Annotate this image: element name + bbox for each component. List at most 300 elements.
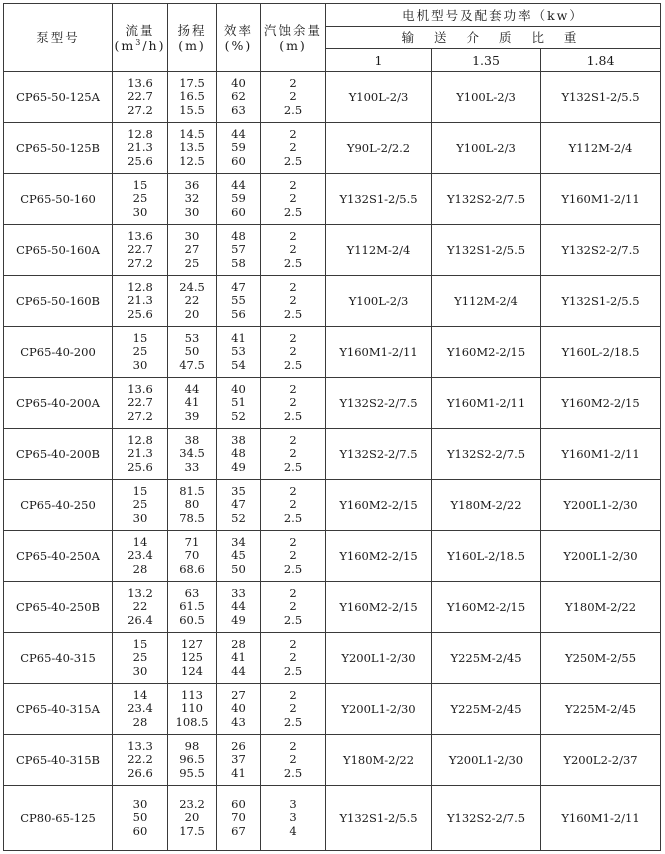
motor-sg1-cell: Y132S1-2/5.5 bbox=[326, 174, 432, 225]
head-cell-value: 24.5 bbox=[179, 280, 205, 295]
motor-sg135-cell: Y160M1-2/11 bbox=[432, 378, 541, 429]
flow-cell-value: 22 bbox=[132, 599, 148, 614]
npsh-cell bbox=[261, 684, 326, 735]
head-cell bbox=[168, 327, 217, 378]
head-cell bbox=[168, 633, 217, 684]
head-cell-value: 20 bbox=[184, 306, 200, 321]
efficiency-cell-value: 63 bbox=[231, 102, 246, 117]
flow-cell bbox=[113, 480, 168, 531]
flow-cell-value: 13.6 bbox=[127, 229, 153, 244]
motor-sg184-cell: Y160L-2/18.5 bbox=[541, 327, 661, 378]
flow-cell-value: 21.3 bbox=[127, 140, 153, 155]
motor-sg184-cell: Y200L1-2/30 bbox=[541, 531, 661, 582]
head-cell-value: 32 bbox=[184, 191, 200, 206]
header-efficiency-unit: (%) bbox=[224, 37, 253, 53]
head-cell-value: 17.5 bbox=[179, 76, 205, 91]
motor-sg135-cell: Y100L-2/3 bbox=[432, 123, 541, 174]
efficiency-cell-value: 56 bbox=[231, 306, 246, 321]
efficiency-cell-value: 40 bbox=[231, 382, 246, 397]
head-cell-value: 17.5 bbox=[179, 823, 205, 838]
flow-cell-value: 25.6 bbox=[127, 306, 153, 321]
flow-cell-value: 30 bbox=[132, 357, 148, 372]
head-cell bbox=[168, 276, 217, 327]
flow-cell bbox=[113, 735, 168, 786]
head-cell-value: 12.5 bbox=[179, 153, 205, 168]
motor-sg184-cell: Y200L2-2/37 bbox=[541, 735, 661, 786]
table-row bbox=[4, 480, 661, 531]
flow-cell-value: 25 bbox=[132, 344, 148, 359]
motor-sg135-cell: Y225M-2/45 bbox=[432, 633, 541, 684]
npsh-cell-value: 2 bbox=[289, 599, 297, 614]
efficiency-cell-value: 62 bbox=[231, 89, 246, 104]
motor-sg135-cell: Y160M2-2/15 bbox=[432, 582, 541, 633]
pump-model-cell: CP65-40-200B bbox=[4, 429, 113, 480]
npsh-cell-value: 2.5 bbox=[283, 102, 303, 117]
pump-model-cell: CP65-50-160 bbox=[4, 174, 113, 225]
motor-sg184-cell: Y132S1-2/5.5 bbox=[541, 72, 661, 123]
pump-spec-table-wrapper bbox=[3, 3, 661, 851]
flow-cell bbox=[113, 786, 168, 851]
head-cell-value: 96.5 bbox=[179, 752, 205, 767]
head-cell-value: 127 bbox=[181, 637, 203, 652]
motor-sg1-cell: Y160M2-2/15 bbox=[326, 582, 432, 633]
npsh-cell-value: 2 bbox=[289, 382, 297, 397]
flow-cell-value: 27.2 bbox=[127, 102, 153, 117]
npsh-cell-value: 2 bbox=[289, 484, 297, 499]
head-cell-value: 16.5 bbox=[179, 89, 205, 104]
flow-cell-value: 50 bbox=[132, 810, 148, 825]
head-cell-value: 34.5 bbox=[179, 446, 205, 461]
efficiency-cell-value: 57 bbox=[231, 242, 246, 257]
header-sg-2: 1.35 bbox=[432, 49, 541, 72]
motor-sg135-cell: Y132S2-2/7.5 bbox=[432, 429, 541, 480]
motor-sg184-cell: Y132S1-2/5.5 bbox=[541, 276, 661, 327]
head-cell-value: 98 bbox=[184, 739, 200, 754]
npsh-cell-value: 2.5 bbox=[283, 153, 303, 168]
npsh-cell-value: 3 bbox=[289, 797, 297, 812]
flow-cell-value: 23.4 bbox=[127, 548, 153, 563]
npsh-cell-value: 3 bbox=[289, 810, 297, 825]
header-efficiency-label: 效率 bbox=[223, 22, 253, 38]
motor-sg184-cell: Y160M2-2/15 bbox=[541, 378, 661, 429]
head-cell bbox=[168, 429, 217, 480]
pump-model-cell: CP65-40-315B bbox=[4, 735, 113, 786]
efficiency-cell-value: 41 bbox=[231, 765, 246, 780]
flow-cell-value: 13.3 bbox=[127, 739, 153, 754]
flow-cell bbox=[113, 378, 168, 429]
flow-cell-value: 22.7 bbox=[127, 395, 153, 410]
head-cell-value: 60.5 bbox=[179, 612, 205, 627]
flow-cell-value: 30 bbox=[132, 797, 148, 812]
head-cell bbox=[168, 225, 217, 276]
efficiency-cell bbox=[217, 480, 261, 531]
efficiency-cell-value: 59 bbox=[231, 191, 246, 206]
head-cell bbox=[168, 174, 217, 225]
efficiency-cell-value: 37 bbox=[231, 752, 246, 767]
head-cell-value: 41 bbox=[184, 395, 200, 410]
npsh-cell-value: 2 bbox=[289, 127, 297, 142]
efficiency-cell-value: 53 bbox=[231, 344, 246, 359]
flow-cell-value: 21.3 bbox=[127, 293, 153, 308]
motor-sg1-cell: Y132S2-2/7.5 bbox=[326, 429, 432, 480]
header-efficiency bbox=[217, 4, 261, 72]
efficiency-cell-value: 55 bbox=[231, 293, 246, 308]
efficiency-cell-value: 70 bbox=[231, 810, 246, 825]
efficiency-cell-value: 28 bbox=[231, 637, 246, 652]
header-pump-model: 泵型号 bbox=[4, 4, 113, 72]
efficiency-cell-value: 26 bbox=[231, 739, 246, 754]
efficiency-cell-value: 49 bbox=[231, 459, 246, 474]
table-row bbox=[4, 633, 661, 684]
efficiency-cell bbox=[217, 123, 261, 174]
motor-sg184-cell: Y160M1-2/11 bbox=[541, 786, 661, 851]
efficiency-cell bbox=[217, 429, 261, 480]
efficiency-cell bbox=[217, 72, 261, 123]
efficiency-cell-value: 60 bbox=[231, 153, 246, 168]
head-cell bbox=[168, 786, 217, 851]
pump-model-cell: CP65-40-250B bbox=[4, 582, 113, 633]
efficiency-cell bbox=[217, 786, 261, 851]
npsh-cell-value: 2 bbox=[289, 89, 297, 104]
motor-sg1-cell: Y160M2-2/15 bbox=[326, 480, 432, 531]
npsh-cell-value: 2 bbox=[289, 178, 297, 193]
table-row bbox=[4, 225, 661, 276]
motor-sg184-cell: Y225M-2/45 bbox=[541, 684, 661, 735]
pump-model-cell: CP65-50-160A bbox=[4, 225, 113, 276]
table-row bbox=[4, 378, 661, 429]
pump-model-cell: CP65-40-250 bbox=[4, 480, 113, 531]
pump-model-cell: CP80-65-125 bbox=[4, 786, 113, 851]
header-head bbox=[168, 4, 217, 72]
efficiency-cell-value: 51 bbox=[231, 395, 246, 410]
motor-sg184-cell: Y132S2-2/7.5 bbox=[541, 225, 661, 276]
head-cell-value: 125 bbox=[181, 650, 203, 665]
head-cell-value: 80 bbox=[184, 497, 200, 512]
efficiency-cell-value: 44 bbox=[231, 127, 246, 142]
table-row bbox=[4, 276, 661, 327]
flow-cell-value: 15 bbox=[132, 178, 148, 193]
header-flow-label: 流量 bbox=[125, 22, 155, 38]
npsh-cell bbox=[261, 735, 326, 786]
motor-sg1-cell: Y132S2-2/7.5 bbox=[326, 378, 432, 429]
npsh-cell-value: 2 bbox=[289, 650, 297, 665]
head-cell bbox=[168, 531, 217, 582]
npsh-cell bbox=[261, 480, 326, 531]
head-cell-value: 78.5 bbox=[179, 510, 205, 525]
flow-cell bbox=[113, 684, 168, 735]
pump-model-cell: CP65-50-160B bbox=[4, 276, 113, 327]
npsh-cell-value: 2.5 bbox=[283, 459, 303, 474]
head-cell-value: 20 bbox=[184, 810, 200, 825]
npsh-cell-value: 2.5 bbox=[283, 714, 303, 729]
flow-cell bbox=[113, 327, 168, 378]
flow-cell bbox=[113, 531, 168, 582]
flow-cell-value: 28 bbox=[132, 561, 148, 576]
efficiency-cell-value: 43 bbox=[231, 714, 246, 729]
head-cell-value: 124 bbox=[181, 663, 203, 678]
head-cell-value: 68.6 bbox=[179, 561, 205, 576]
head-cell-value: 50 bbox=[184, 344, 200, 359]
motor-sg135-cell: Y112M-2/4 bbox=[432, 276, 541, 327]
flow-cell-value: 27.2 bbox=[127, 408, 153, 423]
motor-sg1-cell: Y200L1-2/30 bbox=[326, 684, 432, 735]
head-cell-value: 30 bbox=[184, 229, 200, 244]
efficiency-cell-value: 44 bbox=[231, 663, 246, 678]
npsh-cell-value: 2 bbox=[289, 688, 297, 703]
head-cell-value: 71 bbox=[184, 535, 200, 550]
motor-sg135-cell: Y132S2-2/7.5 bbox=[432, 786, 541, 851]
motor-sg1-cell: Y100L-2/3 bbox=[326, 72, 432, 123]
table-row bbox=[4, 735, 661, 786]
npsh-cell-value: 2 bbox=[289, 395, 297, 410]
table-row bbox=[4, 531, 661, 582]
head-cell-value: 36 bbox=[184, 178, 200, 193]
npsh-cell bbox=[261, 327, 326, 378]
head-cell-value: 113 bbox=[181, 688, 203, 703]
efficiency-cell-value: 34 bbox=[231, 535, 246, 550]
flow-cell-value: 25.6 bbox=[127, 153, 153, 168]
npsh-cell-value: 2 bbox=[289, 433, 297, 448]
flow-cell-value: 13.6 bbox=[127, 382, 153, 397]
npsh-cell bbox=[261, 276, 326, 327]
npsh-cell-value: 2 bbox=[289, 293, 297, 308]
head-cell bbox=[168, 378, 217, 429]
motor-sg1-cell: Y100L-2/3 bbox=[326, 276, 432, 327]
efficiency-cell bbox=[217, 582, 261, 633]
npsh-cell-value: 2 bbox=[289, 242, 297, 257]
npsh-cell-value: 2 bbox=[289, 739, 297, 754]
table-row bbox=[4, 123, 661, 174]
flow-cell bbox=[113, 633, 168, 684]
table-row bbox=[4, 429, 661, 480]
npsh-cell-value: 2 bbox=[289, 76, 297, 91]
head-cell-value: 44 bbox=[184, 382, 200, 397]
npsh-cell bbox=[261, 429, 326, 480]
motor-sg184-cell: Y112M-2/4 bbox=[541, 123, 661, 174]
flow-cell-value: 23.4 bbox=[127, 701, 153, 716]
head-cell bbox=[168, 684, 217, 735]
header-flow-unit: $(m^3/h)$ bbox=[114, 37, 166, 53]
head-cell-value: 110 bbox=[181, 701, 203, 716]
efficiency-cell bbox=[217, 684, 261, 735]
flow-cell-value: 13.2 bbox=[127, 586, 153, 601]
header-sg-1: 1 bbox=[326, 49, 432, 72]
npsh-cell bbox=[261, 225, 326, 276]
efficiency-cell-value: 60 bbox=[231, 797, 246, 812]
head-cell bbox=[168, 582, 217, 633]
efficiency-cell bbox=[217, 531, 261, 582]
flow-cell-value: 22.2 bbox=[127, 752, 153, 767]
head-cell bbox=[168, 123, 217, 174]
table-row bbox=[4, 786, 661, 851]
flow-cell bbox=[113, 429, 168, 480]
head-cell-value: 30 bbox=[184, 204, 200, 219]
npsh-cell bbox=[261, 123, 326, 174]
head-cell-value: 53 bbox=[184, 331, 200, 346]
efficiency-cell-value: 59 bbox=[231, 140, 246, 155]
npsh-cell-value: 2.5 bbox=[283, 612, 303, 627]
flow-cell-value: 12.8 bbox=[127, 280, 153, 295]
motor-sg184-cell: Y160M1-2/11 bbox=[541, 174, 661, 225]
npsh-cell-value: 2.5 bbox=[283, 306, 303, 321]
head-cell-value: 33 bbox=[184, 459, 200, 474]
motor-sg1-cell: Y200L1-2/30 bbox=[326, 633, 432, 684]
head-cell-value: 22 bbox=[184, 293, 200, 308]
pump-model-cell: CP65-40-315A bbox=[4, 684, 113, 735]
flow-cell-value: 12.8 bbox=[127, 433, 153, 448]
motor-sg1-cell: Y180M-2/22 bbox=[326, 735, 432, 786]
efficiency-cell-value: 40 bbox=[231, 701, 246, 716]
flow-cell-value: 14 bbox=[132, 535, 148, 550]
flow-cell-value: 25 bbox=[132, 650, 148, 665]
header-npsh-label: 汽蚀余量 bbox=[263, 22, 322, 38]
flow-cell-value: 21.3 bbox=[127, 446, 153, 461]
npsh-cell bbox=[261, 786, 326, 851]
npsh-cell bbox=[261, 531, 326, 582]
efficiency-cell-value: 60 bbox=[231, 204, 246, 219]
npsh-cell-value: 2.5 bbox=[283, 255, 303, 270]
flow-cell bbox=[113, 225, 168, 276]
table-row bbox=[4, 327, 661, 378]
npsh-cell-value: 2.5 bbox=[283, 204, 303, 219]
motor-sg135-cell: Y180M-2/22 bbox=[432, 480, 541, 531]
table-row bbox=[4, 684, 661, 735]
efficiency-cell-value: 58 bbox=[231, 255, 246, 270]
header-motor-group: 电机型号及配套功率（kw） bbox=[326, 4, 661, 27]
efficiency-cell-value: 47 bbox=[231, 497, 246, 512]
flow-cell-value: 30 bbox=[132, 663, 148, 678]
npsh-cell bbox=[261, 174, 326, 225]
efficiency-cell bbox=[217, 327, 261, 378]
npsh-cell-value: 2.5 bbox=[283, 765, 303, 780]
npsh-cell-value: 2 bbox=[289, 344, 297, 359]
efficiency-cell-value: 52 bbox=[231, 510, 246, 525]
motor-sg135-cell: Y160L-2/18.5 bbox=[432, 531, 541, 582]
flow-cell-value: 25 bbox=[132, 497, 148, 512]
efficiency-cell-value: 67 bbox=[231, 823, 246, 838]
head-cell-value: 63 bbox=[184, 586, 200, 601]
flow-cell-value: 15 bbox=[132, 484, 148, 499]
flow-cell-value: 15 bbox=[132, 331, 148, 346]
table-row bbox=[4, 174, 661, 225]
flow-cell bbox=[113, 123, 168, 174]
flow-cell-value: 22.7 bbox=[127, 89, 153, 104]
npsh-cell-value: 2 bbox=[289, 637, 297, 652]
efficiency-cell bbox=[217, 378, 261, 429]
pump-model-cell: CP65-50-125B bbox=[4, 123, 113, 174]
flow-cell-value: 26.4 bbox=[127, 612, 153, 627]
flow-cell-value: 13.6 bbox=[127, 76, 153, 91]
head-cell-value: 13.5 bbox=[179, 140, 205, 155]
pump-model-cell: CP65-40-250A bbox=[4, 531, 113, 582]
head-cell-value: 81.5 bbox=[179, 484, 205, 499]
npsh-cell-value: 2 bbox=[289, 752, 297, 767]
motor-sg1-cell: Y90L-2/2.2 bbox=[326, 123, 432, 174]
header-npsh bbox=[261, 4, 326, 72]
efficiency-cell bbox=[217, 174, 261, 225]
flow-cell-value: 30 bbox=[132, 510, 148, 525]
npsh-cell-value: 2.5 bbox=[283, 408, 303, 423]
flow-cell bbox=[113, 582, 168, 633]
efficiency-cell-value: 54 bbox=[231, 357, 246, 372]
flow-cell bbox=[113, 72, 168, 123]
efficiency-cell-value: 40 bbox=[231, 76, 246, 91]
efficiency-cell bbox=[217, 225, 261, 276]
head-cell bbox=[168, 480, 217, 531]
motor-sg184-cell: Y250M-2/55 bbox=[541, 633, 661, 684]
head-cell-value: 47.5 bbox=[179, 357, 205, 372]
header-head-label: 扬程 bbox=[177, 22, 207, 38]
npsh-cell-value: 2 bbox=[289, 497, 297, 512]
npsh-cell-value: 2 bbox=[289, 229, 297, 244]
flow-cell-value: 25 bbox=[132, 191, 148, 206]
flow-cell bbox=[113, 276, 168, 327]
motor-sg135-cell: Y132S1-2/5.5 bbox=[432, 225, 541, 276]
motor-sg1-cell: Y160M2-2/15 bbox=[326, 531, 432, 582]
npsh-cell-value: 2 bbox=[289, 446, 297, 461]
efficiency-cell bbox=[217, 633, 261, 684]
head-cell-value: 39 bbox=[184, 408, 200, 423]
header-medium-sg: 输 送 介 质 比 重 bbox=[326, 27, 661, 49]
motor-sg135-cell: Y100L-2/3 bbox=[432, 72, 541, 123]
efficiency-cell bbox=[217, 735, 261, 786]
npsh-cell bbox=[261, 633, 326, 684]
flow-cell-value: 25.6 bbox=[127, 459, 153, 474]
efficiency-cell-value: 45 bbox=[231, 548, 246, 563]
motor-sg135-cell: Y160M2-2/15 bbox=[432, 327, 541, 378]
efficiency-cell-value: 50 bbox=[231, 561, 246, 576]
flow-cell-value: 14 bbox=[132, 688, 148, 703]
header-flow bbox=[113, 4, 168, 72]
npsh-cell-value: 2 bbox=[289, 548, 297, 563]
npsh-cell bbox=[261, 72, 326, 123]
head-cell-value: 95.5 bbox=[179, 765, 205, 780]
head-cell-value: 38 bbox=[184, 433, 200, 448]
header-head-unit: (m) bbox=[178, 37, 206, 53]
flow-cell-value: 60 bbox=[132, 823, 148, 838]
efficiency-cell-value: 38 bbox=[231, 433, 246, 448]
head-cell-value: 108.5 bbox=[175, 714, 209, 729]
motor-sg184-cell: Y200L1-2/30 bbox=[541, 480, 661, 531]
npsh-cell-value: 2 bbox=[289, 140, 297, 155]
table-row bbox=[4, 72, 661, 123]
efficiency-cell-value: 27 bbox=[231, 688, 246, 703]
head-cell-value: 25 bbox=[184, 255, 200, 270]
npsh-cell-value: 2.5 bbox=[283, 561, 303, 576]
table-row bbox=[4, 582, 661, 633]
head-cell bbox=[168, 735, 217, 786]
npsh-cell-value: 2 bbox=[289, 191, 297, 206]
head-cell bbox=[168, 72, 217, 123]
efficiency-cell-value: 48 bbox=[231, 446, 246, 461]
efficiency-cell-value: 49 bbox=[231, 612, 246, 627]
motor-sg135-cell: Y132S2-2/7.5 bbox=[432, 174, 541, 225]
motor-sg1-cell: Y160M1-2/11 bbox=[326, 327, 432, 378]
npsh-cell-value: 2.5 bbox=[283, 663, 303, 678]
npsh-cell-value: 2.5 bbox=[283, 510, 303, 525]
efficiency-cell-value: 52 bbox=[231, 408, 246, 423]
motor-sg135-cell: Y200L1-2/30 bbox=[432, 735, 541, 786]
table-body bbox=[4, 72, 661, 851]
npsh-cell-value: 2 bbox=[289, 331, 297, 346]
npsh-cell bbox=[261, 378, 326, 429]
pump-spec-table bbox=[3, 3, 661, 851]
npsh-cell bbox=[261, 582, 326, 633]
head-cell-value: 15.5 bbox=[179, 102, 205, 117]
efficiency-cell-value: 35 bbox=[231, 484, 246, 499]
pump-model-cell: CP65-40-315 bbox=[4, 633, 113, 684]
head-cell-value: 70 bbox=[184, 548, 200, 563]
